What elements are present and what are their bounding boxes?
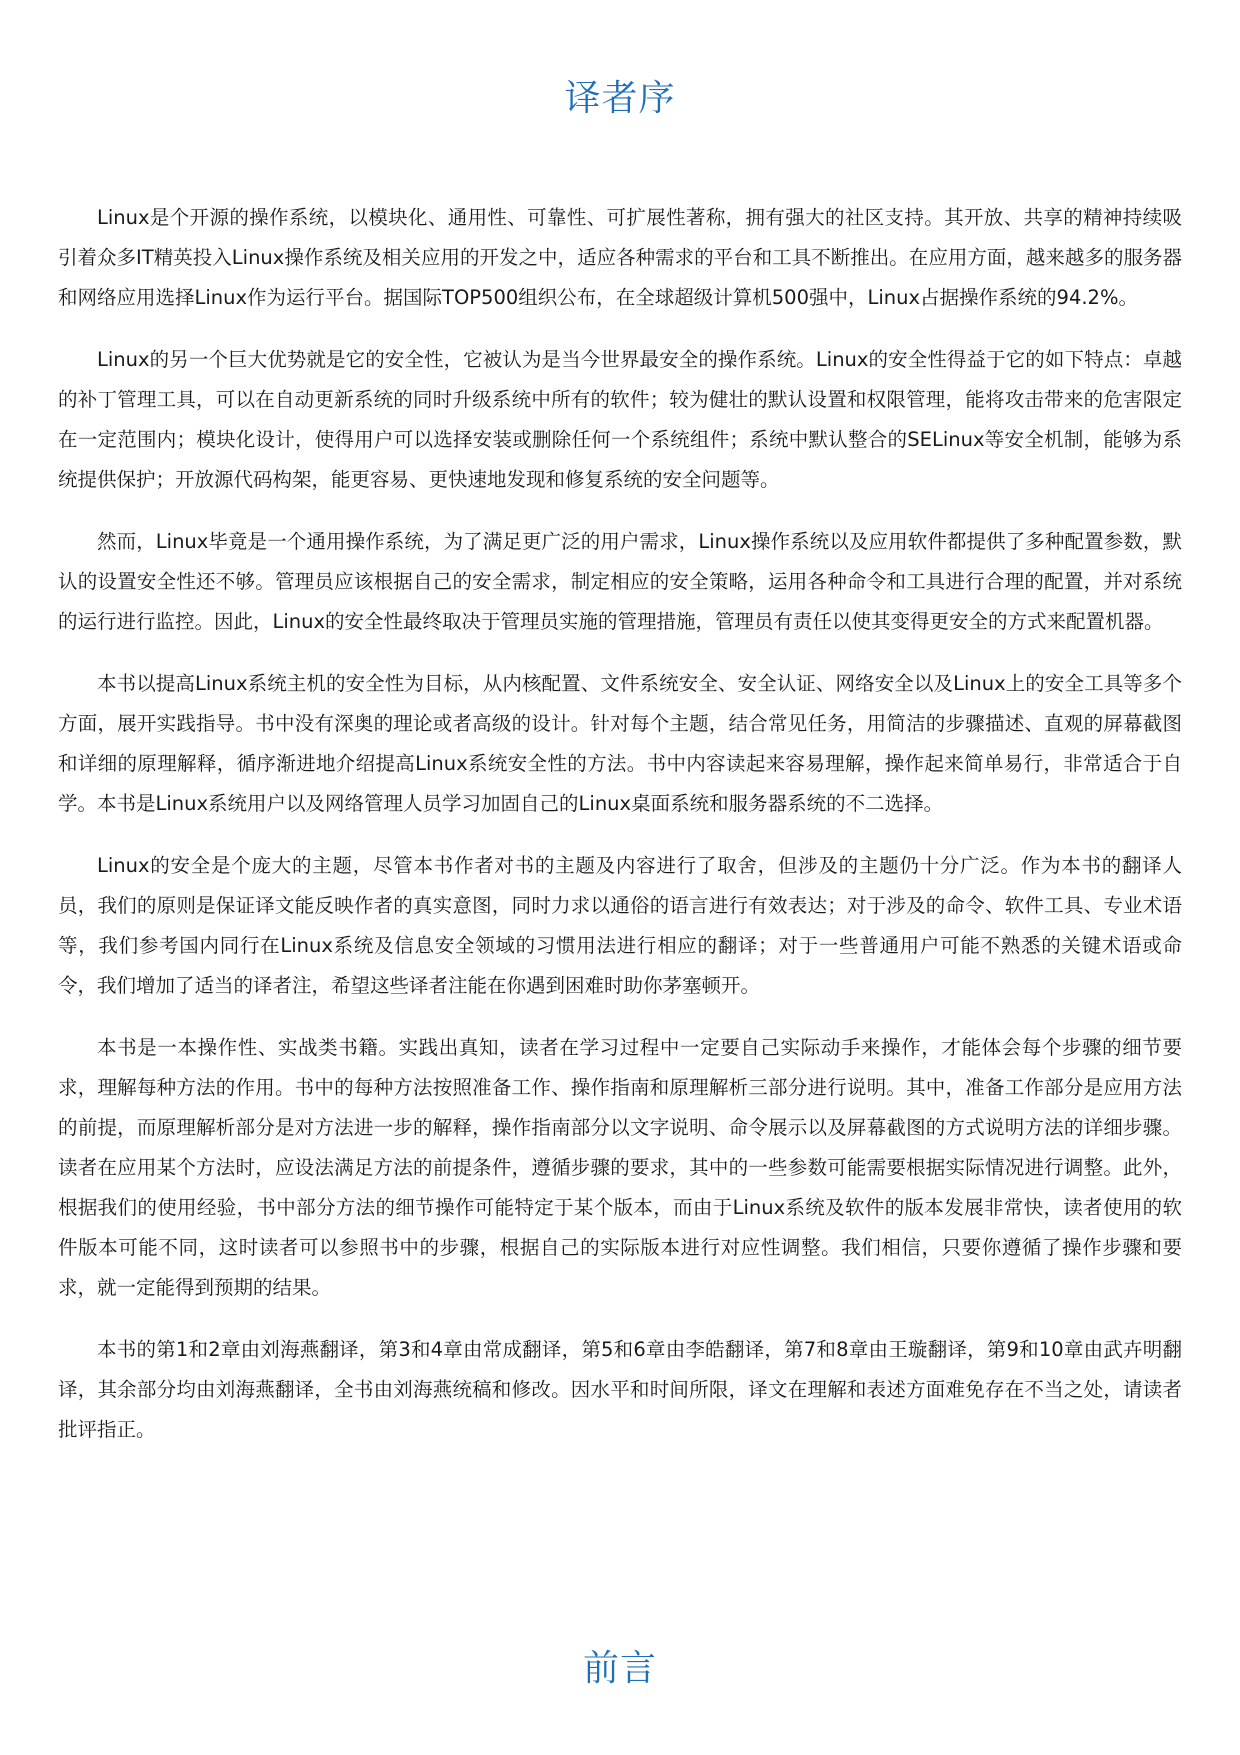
preface-paragraph-1: Linux是个开源的操作系统，以模块化、通用性、可靠性、可扩展性著称，拥有强大的社区支持。其开放、共享的精神持续吸引着众多IT精英投入Linux操作系统及相关应用的开发之中，适应各种需求的平台和工具不断推出。在应用方面，越来越多的服务器和网络应用选择Linux作为运行平台。据国际TOP500组织公布，在全球超级计算机500强中，Linux占据操作系统的94.2%。 <box>58 206 1182 309</box>
foreword-title: 前言 <box>582 1648 657 1689</box>
preface-title: 译者序 <box>564 78 676 119</box>
preface-paragraph-4: 本书以提高Linux系统主机的安全性为目标，从内核配置、文件系统安全、安全认证、网络安全以及Linux上的安全工具等多个方面，展开实践指导。书中没有深奥的理论或者高级的设计。针对每个主题，结合常见任务，用简洁的步骤描述、直观的屏幕截图和详细的原理解释，循序渐进地介绍提高Linux系统安全性的方法。书中内容读起来容易理解，操作起来简单易行，非常适合于自学。本书是Linux系统用户以及网络管理人员学习加固自己的Linux桌面系统和服务器系统的不二选择。 <box>58 672 1182 815</box>
preface-body <box>58 198 1182 1472</box>
preface-paragraph-6: 本书是一本操作性、实战类书籍。实践出真知，读者在学习过程中一定要自己实际动手来操作，才能体会每个步骤的细节要求，理解每种方法的作用。书中的每种方法按照准备工作、操作指南和原理解析三部分进行说明。其中，准备工作部分是应用方法的前提，而原理解析部分是对方法进一步的解释，操作指南部分以文字说明、命令展示以及屏幕截图的方式说明方法的详细步骤。读者在应用某个方法时，应设法满足方法的前提条件，遵循步骤的要求，其中的一些参数可能需要根据实际情况进行调整。此外，根据我们的使用经验，书中部分方法的细节操作可能特定于某个版本，而由于Linux系统及软件的版本发展非常快，读者使用的软件版本可能不同，这时读者可以参照书中的步骤，根据自己的实际版本进行对应性调整。我们相信，只要你遵循了操作步骤和要求，就一定能得到预期的结果。 <box>58 1036 1182 1299</box>
preface-paragraph-2: Linux的另一个巨大优势就是它的安全性，它被认为是当今世界最安全的操作系统。Linux的安全性得益于它的如下特点：卓越的补丁管理工具，可以在自动更新系统的同时升级系统中所有的软件；较为健壮的默认设置和权限管理，能将攻击带来的危害限定在一定范围内；模块化设计，使得用户可以选择安装或删除任何一个系统组件；系统中默认整合的SELinux等安全机制，能够为系统提供保护；开放源代码构架，能更容易、更快速地发现和修复系统的安全问题等。 <box>58 348 1182 491</box>
preface-paragraph-3: 然而，Linux毕竟是一个通用操作系统，为了满足更广泛的用户需求，Linux操作系统以及应用软件都提供了多种配置参数，默认的设置安全性还不够。管理员应该根据自己的安全需求，制定相应的安全策略，运用各种命令和工具进行合理的配置，并对系统的运行进行监控。因此，Linux的安全性最终取决于管理员实施的管理措施，管理员有责任以使其变得更安全的方式来配置机器。 <box>58 530 1182 633</box>
preface-paragraph-7: 本书的第1和2章由刘海燕翻译，第3和4章由常成翻译，第5和6章由李皓翻译，第7和8章由王璇翻译，第9和10章由武卉明翻译，其余部分均由刘海燕翻译，全书由刘海燕统稿和修改。因水平和时间所限，译文在理解和表述方面难免存在不当之处，请读者批评指正。 <box>58 1338 1182 1441</box>
preface-paragraph-5: Linux的安全是个庞大的主题，尽管本书作者对书的主题及内容进行了取舍，但涉及的主题仍十分广泛。作为本书的翻译人员，我们的原则是保证译文能反映作者的真实意图，同时力求以通俗的语言进行有效表达；对于涉及的命令、软件工具、专业术语等，我们参考国内同行在Linux系统及信息安全领域的习惯用法进行相应的翻译；对于一些普通用户可能不熟悉的关键术语或命令，我们增加了适当的译者注，希望这些译者注能在你遇到困难时助你茅塞顿开。 <box>58 854 1182 997</box>
